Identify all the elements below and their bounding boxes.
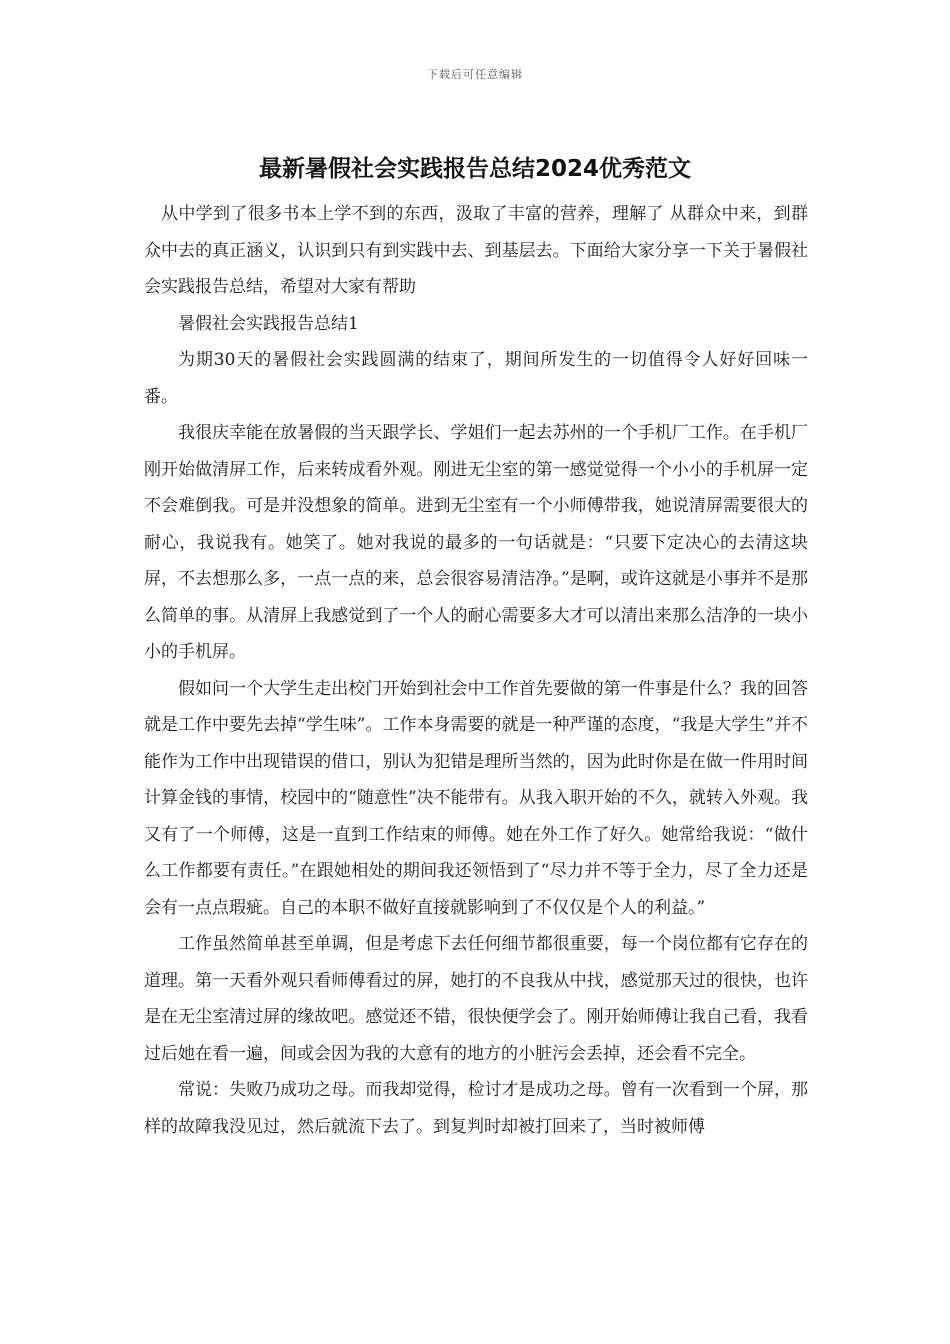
- intro-paragraph: 从中学到了很多书本上学不到的东西，汲取了丰富的营养，理解了 从群众中来，到群众中去的真正涵义，认识到只有到实践中去、到基层去。下面给大家分享一下关于暑假社会实践报告总结，希望对大家有帮助: [144, 204, 808, 297]
- document-title: 最新暑假社会实践报告总结2024优秀范文: [258, 156, 691, 182]
- body-paragraph-5: 常说：失败乃成功之母。而我却觉得，检讨才是成功之母。曾有一次看到一个屏，那样的故障我没见过，然后就流下去了。到复判时却被打回来了，当时被师傅: [144, 1080, 808, 1137]
- body-paragraph-2: 我很庆幸能在放暑假的当天跟学长、学姐们一起去苏州的一个手机厂工作。在手机厂刚开始做清屏工作，后来转成看外观。刚进无尘室的第一感觉觉得一个小小的手机屏一定不会难倒我。可是并没想象的简单。进到无尘室有一个小师傅带我，她说清屏需要很大的耐心，我说我有。她笑了。她对我说的最多的一句话就是：“只要下定决心的去清这块屏，不去想那么多，一点一点的来，总会很容易清洁净。”是啊，或许这就是小事并不是那么简单的事。从清屏上我感觉到了一个人的耐心需要多大才可以清出来那么洁净的一块小小的手机屏。: [144, 423, 808, 662]
- document-body: [144, 196, 808, 1145]
- body-paragraph-3: 假如问一个大学生走出校门开始到社会中工作首先要做的第一件事是什么？我的回答就是工作中要先去掉“学生味”。工作本身需要的就是一种严谨的态度，“我是大学生”并不能作为工作中出现错误的借口，别认为犯错是理所当然的，因为此时你是在做一件用时间计算金钱的事情，校园中的“随意性”决不能带有。从我入职开始的不久，就转入外观。我又有了一个师傅，这是一直到工作结束的师傅。她在外工作了好久。她常给我说：“做什么工作都要有责任。”在跟她相处的期间我还领悟到了“尽力并不等于全力，尽了全力还是会有一点点瑕疵。自己的本职不做好直接就影响到了不仅仅是个人的利益。”: [144, 678, 808, 918]
- header-note: 下载后可任意编辑: [427, 68, 523, 81]
- section-heading: 暑假社会实践报告总结1: [178, 313, 359, 334]
- body-paragraph-1: 为期30天的暑假社会实践圆满的结束了，期间所发生的一切值得令人好好回味一番。: [144, 350, 808, 407]
- body-paragraph-4: 工作虽然简单甚至单调，但是考虑下去任何细节都很重要，每一个岗位都有它存在的道理。第一天看外观只看师傅看过的屏，她打的不良我从中找，感觉那天过的很快，也许是在无尘室清过屏的缘故吧。感觉还不错，很快便学会了。刚开始师傅让我自己看，我看过后她在看一遍，间或会因为我的大意有的地方的小脏污会丢掉，还会看不完全。: [144, 934, 808, 1064]
